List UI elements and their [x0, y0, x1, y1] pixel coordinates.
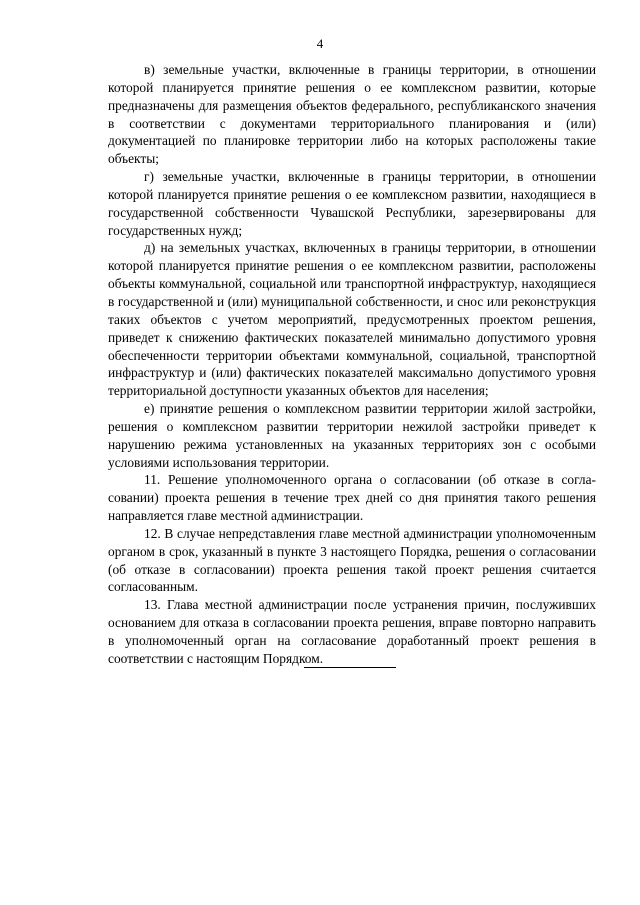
end-divider-line [304, 667, 396, 668]
paragraph-e: е) принятие решения о комплексном развитии территории жилой застройки, решения о комплексном развитии территории нежилой застройки приведет к нарушению режима установленных на указанных территориях зон с особыми условиями использования территории. [108, 401, 596, 470]
paragraph-d: д) на земельных участках, включенных в границы территории, в отношении которой планируется принятие решения о ее комплексном развитии, расположены объекты коммунальной, социальной или транспортной инфраструктур, находящиеся в государственной и (или) муниципальной собственности, и снос или реконструкция таких объектов с учетом мероприятий, предусмотренных проектом решения, приведет к снижению фактических показателей минимально допустимого уровня обеспеченности территории объектами коммунальной, социальной, транспортной инфраструктур и (или) фактических показателей максимально допустимого уровня территориальной доступности указанных объектов для населения; [108, 240, 596, 399]
paragraph-g: г) земельные участки, включенные в границы территории, в отношении которой планируется принятие решения о ее комплексном развитии, находящиеся в государственной собственности Чувашской Республики, зарезервированы для государственных нужд; [108, 169, 596, 238]
paragraph-11: 11. Решение уполномоченного органа о согласовании (об отказе в согласовании) проекта решения в течение трех дней со дня принятия такого решения направляется главе местной администрации. [108, 472, 596, 524]
paragraph-v: в) земельные участки, включенные в границы территории, в отношении которой планируется принятие решения о ее комплексном развитии, которые предназначены для размещения объектов федерального, республиканского значения в соответствии с документами территориального планирования и (или) документацией по планировке территории либо на которых расположены такие объекты; [108, 62, 596, 167]
page-number: 4 [316, 36, 324, 51]
paragraph-13: 13. Глава местной администрации после устранения причин, послуживших основанием для отказа в согласовании проекта решения, вправе повторно направить в уполномоченный орган на согласование доработанный проект решения в соответствии с настоящим Порядком. [108, 597, 596, 666]
paragraph-12: 12. В случае непредставления главе местной администрации уполномоченным органом в срок, указанный в пункте 3 настоящего Порядка, решения о согласовании (об отказе в согласовании) проекта решения такой проект решения считается согласованным. [108, 525, 596, 595]
document-body [108, 61, 596, 668]
